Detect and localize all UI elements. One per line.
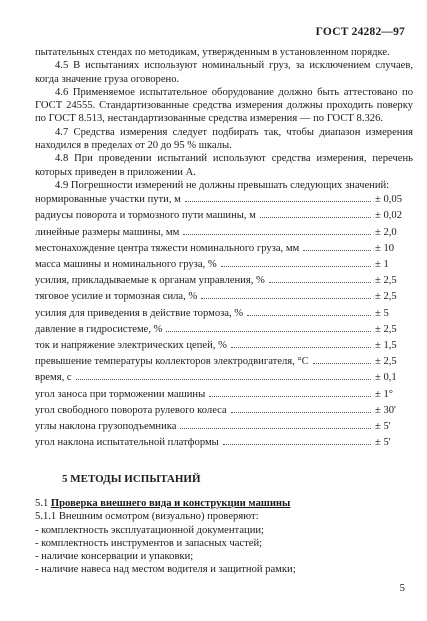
dot-leader	[209, 396, 371, 397]
tolerance-value: ± 0,02	[375, 210, 403, 222]
dot-leader	[231, 412, 371, 413]
tolerance-value: ± 1°	[375, 388, 393, 400]
tolerance-value: ± 5	[375, 307, 389, 319]
paragraph-4-8: 4.8 При проведении испытаний используют средства измерения, перечень которых приведен в приложении А.	[35, 153, 413, 178]
subsection-title: Проверка внешнего вида и конструкции машины	[50, 498, 291, 509]
subsection-heading	[35, 497, 413, 510]
tolerance-label: усилия для приведения в действие тормоза, %	[35, 307, 244, 319]
tolerance-label: время, с	[35, 372, 72, 384]
tolerance-value: ± 10	[375, 242, 395, 254]
tolerance-row	[35, 388, 413, 404]
tolerance-row	[35, 307, 413, 323]
document-id: ГОСТ 24282—97	[315, 26, 405, 38]
tolerance-label: линейные размеры машины, мм	[35, 226, 180, 238]
tolerance-label: масса машины и номинального груза, %	[35, 259, 217, 271]
tolerance-row	[35, 355, 413, 371]
dot-leader	[303, 250, 371, 251]
dot-leader	[166, 331, 371, 332]
tolerance-label: тяговое усилие и тормозная сила, %	[35, 291, 198, 303]
tolerance-label: угол свободного поворота рулевого колеса	[35, 404, 227, 416]
list-item: - комплектность эксплуатационной документации;	[35, 524, 264, 536]
section-heading: 5 МЕТОДЫ ИСПЫТАНИЙ	[62, 473, 201, 485]
tolerance-row	[35, 339, 413, 355]
page-number: 5	[399, 582, 405, 594]
tolerance-value: ± 2,5	[375, 291, 397, 303]
paragraph-4-9: 4.9 Погрешности измерений не должны превышать следующих значений:	[55, 179, 390, 191]
main-text	[35, 46, 413, 452]
tolerance-row	[35, 323, 413, 339]
dot-leader	[221, 266, 371, 267]
tolerance-row	[35, 436, 413, 452]
tolerance-label: давление в гидросистеме, %	[35, 323, 163, 335]
tolerance-value: ± 0,05	[375, 194, 403, 206]
tolerance-label: местонахождение центра тяжести номинального груза, мм	[35, 242, 300, 254]
list-item: - наличие консервации и упаковки;	[35, 551, 194, 563]
dot-leader	[201, 298, 371, 299]
paragraph-4-7: 4.7 Средства измерения следует подбирать так, чтобы диапазон измерения находился в пределах от 20 до 95 % шкалы.	[35, 126, 413, 152]
tolerance-label: угол заноса при торможении машины	[35, 388, 206, 400]
tolerance-value: ± 2,5	[375, 275, 397, 287]
subsection-5-1	[35, 497, 413, 577]
dot-leader	[247, 315, 371, 316]
paragraph-continuation: пытательных стендах по методикам, утвержденным в установленном порядке.	[35, 47, 390, 58]
tolerance-value: ± 30'	[375, 404, 396, 416]
tolerance-row	[35, 209, 413, 225]
dot-leader	[260, 217, 371, 218]
tolerance-value: ± 5'	[375, 437, 391, 449]
tolerance-value: ± 1	[375, 259, 389, 271]
tolerance-row	[35, 242, 413, 258]
tolerance-value: ± 1,5	[375, 339, 397, 351]
dot-leader	[313, 363, 371, 364]
dot-leader	[269, 282, 371, 283]
list-item: - наличие навеса над местом водителя и защитной рамки;	[35, 564, 296, 576]
tolerance-label: ток и напряжение электрических цепей, %	[35, 339, 227, 351]
tolerance-label: превышение температуры коллекторов электродвигателя, °С	[35, 356, 309, 368]
tolerance-row	[35, 420, 413, 436]
tolerance-row	[35, 274, 413, 290]
tolerance-value: ± 2,5	[375, 323, 397, 335]
subsection-number: 5.1	[35, 498, 49, 509]
dot-leader	[231, 347, 371, 348]
tolerance-label: радиусы поворота и тормозного пути машины, м	[35, 210, 256, 222]
tolerance-row	[35, 290, 413, 306]
tolerance-value: ± 2,5	[375, 356, 397, 368]
paragraph-5-1-1: 5.1.1 Внешним осмотром (визуально) проверяют:	[35, 511, 259, 523]
tolerance-list	[35, 193, 413, 452]
list-item: - комплектность инструментов и запасных частей;	[35, 537, 263, 549]
paragraph-4-5: 4.5 В испытаниях используют номинальный груз, за исключением случаев, когда значение груза оговорено.	[35, 60, 413, 85]
tolerance-row	[35, 404, 413, 420]
tolerance-label: усилия, прикладываемые к органам управления, %	[35, 275, 265, 287]
tolerance-row	[35, 226, 413, 242]
dot-leader	[76, 379, 371, 380]
dot-leader	[185, 201, 371, 202]
dot-leader	[183, 234, 371, 235]
dot-leader	[223, 444, 371, 445]
tolerance-label: углы наклона грузоподъемника	[35, 420, 177, 432]
tolerance-value: ± 5'	[375, 420, 391, 432]
tolerance-value: ± 0,1	[375, 372, 397, 384]
tolerance-row	[35, 193, 413, 209]
tolerance-row	[35, 371, 413, 387]
tolerance-row	[35, 258, 413, 274]
dot-leader	[180, 428, 371, 429]
tolerance-value: ± 2,0	[375, 226, 397, 238]
paragraph-4-6: 4.6 Применяемое испытательное оборудование должно быть аттестовано по ГОСТ 24555. Стандартизованные средства измерения должны проходить поверку по ГОСТ 8.513, нестандартизованные средства измерения — по ГОСТ 8.326.	[35, 86, 413, 125]
tolerance-label: нормированные участки пути, м	[35, 194, 181, 206]
tolerance-label: угол наклона испытательной платформы	[35, 437, 219, 449]
